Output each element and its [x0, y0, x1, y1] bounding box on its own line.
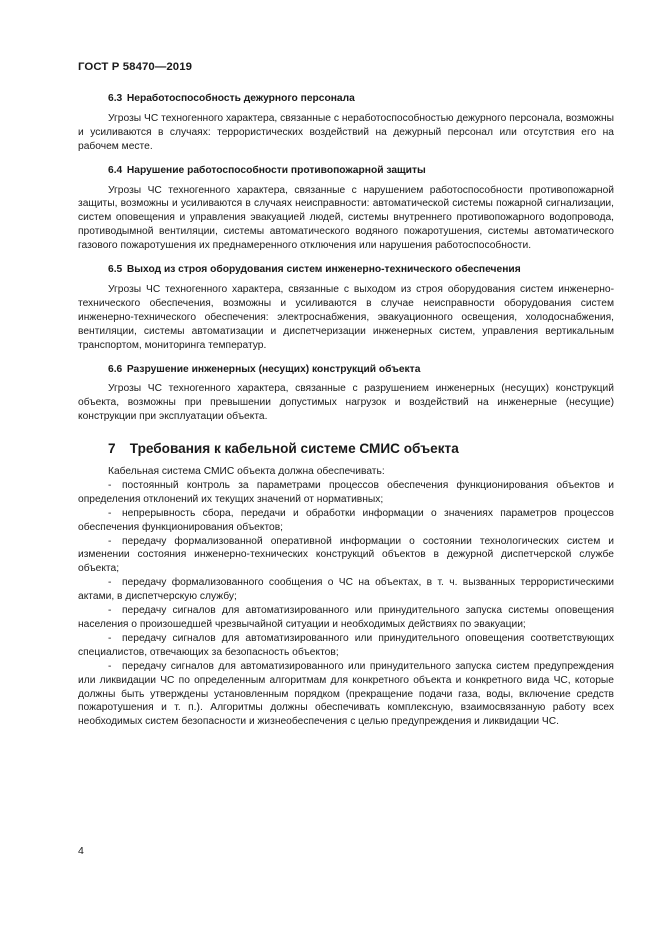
section-paragraph: Угрозы ЧС техногенного характера, связанные с выходом из строя оборудования систем инженерно-технического обеспечения, возможны и усиливаются в случае неисправности оборудования систем инженерно-технического обеспечения: электроснабжения, эвакуационного освещения, холодоснабжения, вентиляции, системы автоматизации и диспетчеризации инженерных систем, управления вертикальным транспортом, мониторинга температур.	[78, 283, 614, 351]
section-6-3	[78, 92, 614, 154]
document-header: ГОСТ Р 58470—2019	[78, 61, 193, 73]
list-dash: -	[108, 535, 112, 547]
list-dash: -	[108, 632, 112, 644]
section-number: 6.6	[108, 363, 123, 375]
section-heading	[78, 92, 614, 106]
section-heading	[78, 263, 614, 277]
chapter-title: Требования к кабельной системе СМИС объекта	[129, 441, 459, 457]
list-dash: -	[108, 577, 112, 589]
section-heading	[78, 164, 614, 178]
chapter-7	[78, 442, 614, 729]
section-heading	[78, 363, 614, 377]
chapter-intro: Кабельная система СМИС объекта должна обеспечивать:	[108, 466, 385, 478]
section-number: 6.3	[108, 93, 123, 104]
section-6-5	[78, 263, 614, 352]
list-dash: -	[108, 479, 112, 491]
section-6-6	[78, 363, 614, 425]
list-item: - постоянный контроль за параметрами процессов обеспечения функционирования объектов и определения отклонений их текущих значений от нормативных;	[78, 479, 614, 505]
section-title: Выход из строя оборудования систем инженерно-технического обеспечения	[126, 264, 521, 276]
list-item: - передачу сигналов для автоматизированного или принудительного запуска систем предупреждения или ликвидации ЧС по определенным алгоритмам для конкретного объекта и конкретного вида ЧС, которые должны быть утверждены установленным порядком (прекращение подачи газа, воды, включение средств пожаротушения и т. п.). Алгоритмы должны обеспечивать комплексную, взаимосвязанную работу всех необходимых систем безопасности и жизнеобеспечения с целью предупреждения и ликвидации ЧС.	[78, 660, 614, 728]
section-paragraph: Угрозы ЧС техногенного характера, связанные с неработоспособностью дежурного персонала, возможны и усиливаются в случаях: террористических воздействий на дежурный персонал или отсутствия его на рабочем месте.	[78, 112, 614, 152]
list-item: - передачу формализованного сообщения о ЧС на объектах, в т. ч. вызванных террористическими актами, в диспетчерскую службу;	[78, 577, 614, 603]
section-title: Нарушение работоспособности противопожарной защиты	[126, 164, 426, 176]
section-paragraph: Угрозы ЧС техногенного характера, связанные с нарушением работоспособности противопожарной защиты, возможны и усиливаются в случаях неисправности: автоматической системы пожарной сигнализации, систем оповещения и управления эвакуацией людей, системы внутреннего противопожарного водопровода, противодымной вентиляции, системы автоматического водяного пожаротушения, системы автоматического газового пожаротушения их преднамеренного отключения или нарушения работоспособности.	[78, 184, 614, 252]
page-number: 4	[78, 845, 84, 857]
section-title: Разрушение инженерных (несущих) конструкций объекта	[126, 363, 421, 375]
section-number: 6.5	[108, 264, 123, 276]
list-item: - передачу сигналов для автоматизированного или принудительного запуска системы оповещения населения о произошедшей чрезвычайной ситуации и необходимых действиях по эвакуации;	[78, 605, 614, 630]
section-title: Неработоспособность дежурного персонала	[126, 93, 355, 104]
list-item: - непрерывность сбора, передачи и обработки информации о значениях параметров процессов обеспечения функционирования объектов;	[78, 507, 614, 533]
page-content	[78, 92, 614, 729]
chapter-number: 7	[108, 441, 116, 457]
chapter-heading	[78, 442, 614, 456]
list-dash: -	[108, 507, 112, 519]
list-dash: -	[108, 605, 112, 617]
list-item: - передачу формализованной оперативной информации о состоянии технологических систем и изменении состояния инженерно-технических конструкций объектов в дежурной диспетчерской службе объекта;	[78, 535, 614, 575]
section-6-4	[78, 164, 614, 253]
list-dash: -	[108, 660, 112, 672]
section-number: 6.4	[108, 164, 123, 176]
section-paragraph: Угрозы ЧС техногенного характера, связанные с разрушением инженерных (несущих) конструкций объекта, возможны при превышении допустимых нагрузок и воздействий на инженерные (несущие) конструкции при эксплуатации объекта.	[78, 383, 614, 423]
list-item: - передачу сигналов для автоматизированного или принудительного оповещения соответствующих специалистов, отвечающих за безопасность объектов;	[78, 632, 614, 658]
